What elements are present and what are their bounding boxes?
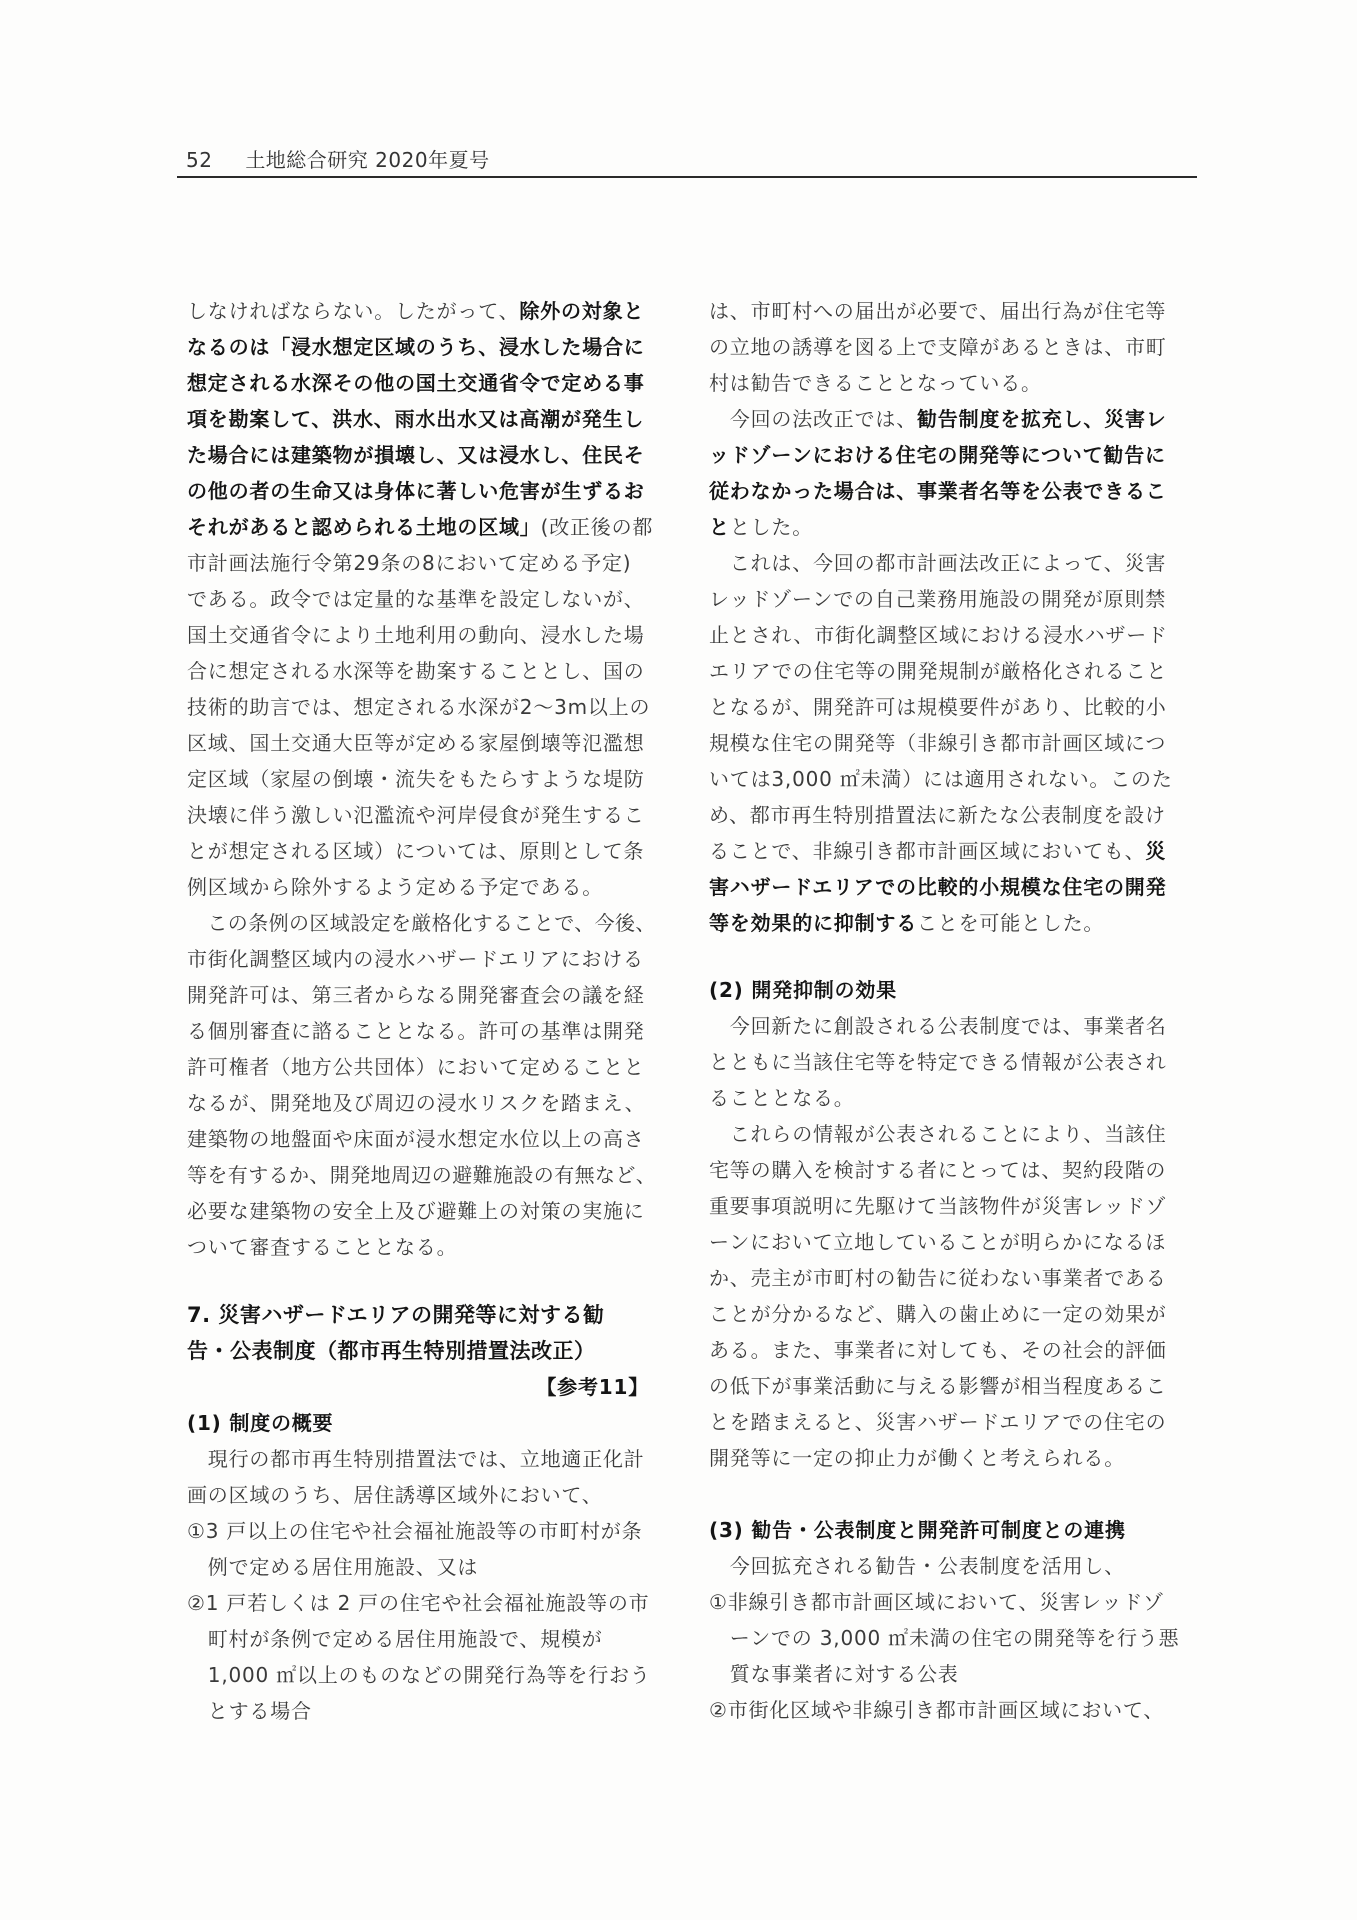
text-line bbox=[709, 473, 1179, 509]
text-line bbox=[187, 1085, 657, 1121]
bold-text: の他の者の生命又は身体に著しい危害が生ずるお bbox=[187, 479, 645, 503]
text-line bbox=[187, 1585, 657, 1621]
text: か、売主が市町村の勧告に従わない事業者である bbox=[709, 1266, 1167, 1290]
journal-title: 土地総合研究 2020年夏号 bbox=[245, 148, 490, 172]
text-line bbox=[187, 761, 657, 797]
text-line bbox=[187, 653, 657, 689]
text-line bbox=[709, 1044, 1179, 1080]
text-line bbox=[709, 1152, 1179, 1188]
text: 重要事項説明に先駆けて当該物件が災害レッドゾ bbox=[709, 1194, 1167, 1218]
text-line bbox=[709, 1620, 1179, 1656]
text: ①3 戸以上の住宅や社会福祉施設等の市町村が条 bbox=[187, 1519, 643, 1543]
text-line bbox=[187, 1229, 657, 1265]
text: レッドゾーンでの自己業務用施設の開発が原則禁 bbox=[709, 587, 1166, 611]
bold-text: それがあると認められる土地の区域」 bbox=[187, 515, 541, 539]
text-line bbox=[187, 725, 657, 761]
text: 止とされ、市街化調整区域における浸水ハザード bbox=[709, 623, 1168, 647]
text: とする場合 bbox=[187, 1699, 312, 1723]
text-line bbox=[709, 293, 1179, 329]
section-title-line: 告・公表制度（都市再生特別措置法改正） bbox=[187, 1339, 596, 1363]
text: ②1 戸若しくは 2 戸の住宅や社会福祉施設等の市 bbox=[187, 1591, 650, 1615]
text: 規模な住宅の開発等（非線引き都市計画区域につ bbox=[709, 731, 1167, 755]
text-line bbox=[709, 1008, 1179, 1044]
text-line bbox=[187, 1441, 657, 1477]
text: 今回の法改正では、 bbox=[709, 407, 917, 431]
text: ある。また、事業者に対しても、その社会的評価 bbox=[709, 1338, 1167, 1362]
text: 国土交通省令により土地利用の動向、浸水した場 bbox=[187, 623, 645, 647]
page-number: 52 bbox=[186, 148, 213, 172]
bold-text: と bbox=[709, 515, 730, 539]
text-line bbox=[187, 1013, 657, 1049]
text-line bbox=[709, 1440, 1179, 1476]
text-line bbox=[187, 401, 657, 437]
bold-text: なるのは「浸水想定区域のうち、浸水した場合に bbox=[187, 335, 645, 359]
text: いては3,000 ㎡未満）には適用されない。このた bbox=[709, 767, 1173, 791]
subsection-heading: (2) 開発抑制の効果 bbox=[709, 978, 897, 1002]
text-line bbox=[187, 545, 657, 581]
text: である。政令では定量的な基準を設定しないが、 bbox=[187, 587, 645, 611]
text: 1,000 ㎡以上のものなどの開発行為等を行おう bbox=[187, 1663, 651, 1687]
text: め、都市再生特別措置法に新たな公表制度を設け bbox=[709, 803, 1166, 827]
text: 例で定める居住用施設、又は bbox=[187, 1555, 479, 1579]
text-line bbox=[187, 293, 657, 329]
bold-text: 想定される水深その他の国土交通省令で定める事 bbox=[187, 371, 645, 395]
text: とともに当該住宅等を特定できる情報が公表され bbox=[709, 1050, 1167, 1074]
text-line bbox=[187, 1693, 657, 1729]
text-line bbox=[709, 797, 1179, 833]
text-line bbox=[709, 617, 1179, 653]
text: の低下が事業活動に与える影響が相当程度あるこ bbox=[709, 1374, 1167, 1398]
text: 必要な建築物の安全上及び避難上の対策の実施に bbox=[187, 1199, 645, 1223]
text: しなければならない。したがって、 bbox=[187, 299, 520, 323]
section-title-line: 7. 災害ハザードエリアの開発等に対する勧 bbox=[187, 1303, 605, 1327]
text-line bbox=[187, 617, 657, 653]
text: ついて審査することとなる。 bbox=[187, 1235, 458, 1259]
right-column-body bbox=[709, 293, 1179, 941]
bold-text: 項を勘案して、洪水、雨水出水又は高潮が発生し bbox=[187, 407, 645, 431]
text-line bbox=[187, 869, 657, 905]
text: ーンでの 3,000 ㎡未満の住宅の開発等を行う悪 bbox=[709, 1626, 1180, 1650]
text-line bbox=[187, 1621, 657, 1657]
text-line bbox=[187, 977, 657, 1013]
bold-text: 従わなかった場合は、事業者名等を公表できるこ bbox=[709, 479, 1167, 503]
text-line bbox=[709, 1188, 1179, 1224]
text: 許可権者（地方公共団体）において定めることと bbox=[187, 1055, 645, 1079]
text: 市街化調整区域内の浸水ハザードエリアにおける bbox=[187, 947, 644, 971]
text-line bbox=[187, 905, 657, 941]
subsection-heading: (3) 勧告・公表制度と開発許可制度との連携 bbox=[709, 1518, 1126, 1542]
subsection-2 bbox=[709, 972, 1179, 1476]
text: 開発等に一定の抑止力が働くと考えられる。 bbox=[709, 1446, 1125, 1470]
text: この条例の区域設定を厳格化することで、今後、 bbox=[187, 911, 656, 935]
text-line bbox=[187, 1477, 657, 1513]
text: ることで、非線引き都市計画区域においても、 bbox=[709, 839, 1146, 863]
text-line bbox=[187, 329, 657, 365]
text: 定区域（家屋の倒壊・流失をもたらすような堤防 bbox=[187, 767, 645, 791]
bold-text: 勧告制度を拡充し、災害レ bbox=[917, 407, 1167, 431]
text-line bbox=[709, 581, 1179, 617]
text: 町村が条例で定める居住用施設で、規模が bbox=[187, 1627, 603, 1651]
text: とが想定される区域）については、原則として条 bbox=[187, 839, 645, 863]
text: 合に想定される水深等を勘案することとし、国の bbox=[187, 659, 645, 683]
text: これらの情報が公表されることにより、当該住 bbox=[709, 1122, 1167, 1146]
text-line bbox=[709, 833, 1179, 869]
running-header bbox=[186, 144, 490, 173]
text: とを踏まえると、災害ハザードエリアでの住宅の bbox=[709, 1410, 1167, 1434]
text-line bbox=[709, 1260, 1179, 1296]
subsection-body bbox=[709, 1548, 1179, 1728]
bold-text: 等を効果的に抑制する bbox=[709, 911, 917, 935]
text: (改正後の都 bbox=[540, 515, 654, 539]
text-line bbox=[709, 869, 1179, 905]
text: ①非線引き都市計画区域において、災害レッドゾ bbox=[709, 1590, 1164, 1614]
bold-text: 災 bbox=[1145, 839, 1167, 863]
text: ことを可能とした。 bbox=[917, 911, 1105, 935]
subsection-body bbox=[187, 1441, 657, 1729]
text-line bbox=[709, 1368, 1179, 1404]
text-line bbox=[187, 1157, 657, 1193]
text-line bbox=[709, 401, 1179, 437]
text-line bbox=[187, 797, 657, 833]
text-line bbox=[187, 1657, 657, 1693]
text: ②市街化区域や非線引き都市計画区域において、 bbox=[709, 1698, 1165, 1722]
text-line bbox=[187, 365, 657, 401]
subsection-heading: (1) 制度の概要 bbox=[187, 1411, 334, 1435]
text-line bbox=[709, 689, 1179, 725]
text: これは、今回の都市計画法改正によって、災害 bbox=[709, 551, 1167, 575]
text: 市計画法施行令第29条の8において定める予定) bbox=[187, 551, 632, 575]
text-line bbox=[709, 653, 1179, 689]
text-line bbox=[187, 1049, 657, 1085]
text: る個別審査に諮ることとなる。許可の基準は開発 bbox=[187, 1019, 645, 1043]
text: なるが、開発地及び周辺の浸水リスクを踏まえ、 bbox=[187, 1091, 646, 1115]
text: 開発許可は、第三者からなる開発審査会の議を経 bbox=[187, 983, 645, 1007]
left-column-body bbox=[187, 293, 657, 1265]
text-line bbox=[709, 761, 1179, 797]
text-line bbox=[709, 1548, 1179, 1584]
text-line bbox=[187, 1549, 657, 1585]
text-line bbox=[709, 1116, 1179, 1152]
reference-tag: 【参考11】 bbox=[536, 1375, 649, 1399]
text-line bbox=[709, 437, 1179, 473]
text: 決壊に伴う激しい氾濫流や河岸侵食が発生するこ bbox=[187, 803, 645, 827]
text: 今回拡充される勧告・公表制度を活用し、 bbox=[709, 1554, 1125, 1578]
bold-text: ッドゾーンにおける住宅の開発等について勧告に bbox=[709, 443, 1166, 467]
subsection-body bbox=[709, 1008, 1179, 1476]
section-7 bbox=[187, 1297, 657, 1729]
text-line bbox=[187, 1193, 657, 1229]
text-line bbox=[709, 725, 1179, 761]
text: は、市町村への届出が必要で、届出行為が住宅等 bbox=[709, 299, 1167, 323]
text: 現行の都市再生特別措置法では、立地適正化計 bbox=[187, 1447, 645, 1471]
text-line bbox=[187, 473, 657, 509]
text: 建築物の地盤面や床面が浸水想定水位以上の高さ bbox=[187, 1127, 645, 1151]
text-line bbox=[709, 1296, 1179, 1332]
text: の立地の誘導を図る上で支障があるときは、市町 bbox=[709, 335, 1167, 359]
text-line bbox=[709, 509, 1179, 545]
text: 例区域から除外するよう定める予定である。 bbox=[187, 875, 603, 899]
bold-text: 害ハザードエリアでの比較的小規模な住宅の開発 bbox=[709, 875, 1167, 899]
text-line bbox=[709, 1692, 1179, 1728]
text: 等を有するか、開発地周辺の避難施設の有無など、 bbox=[187, 1163, 657, 1187]
bold-text: 除外の対象と bbox=[519, 299, 645, 323]
text: となるが、開発許可は規模要件があり、比較的小 bbox=[709, 695, 1167, 719]
text-line bbox=[187, 1513, 657, 1549]
text: 画の区域のうち、居住誘導区域外において、 bbox=[187, 1483, 603, 1507]
text: ーンにおいて立地していることが明らかになるほ bbox=[709, 1230, 1167, 1254]
text-line bbox=[709, 545, 1179, 581]
text-line bbox=[709, 1404, 1179, 1440]
text: ことが分かるなど、購入の歯止めに一定の効果が bbox=[709, 1302, 1167, 1326]
text: 技術的助言では、想定される水深が2～3m以上の bbox=[187, 695, 651, 719]
text-line bbox=[187, 437, 657, 473]
text-line bbox=[187, 941, 657, 977]
text: 区域、国土交通大臣等が定める家屋倒壊等氾濫想 bbox=[187, 731, 645, 755]
text-line bbox=[709, 1656, 1179, 1692]
text: ることとなる。 bbox=[709, 1086, 855, 1110]
text: とした。 bbox=[729, 515, 814, 539]
text-line bbox=[709, 1080, 1179, 1116]
text-line bbox=[187, 689, 657, 725]
text: 今回新たに創設される公表制度では、事業者名 bbox=[709, 1014, 1167, 1038]
bold-text: た場合には建築物が損壊し、又は浸水し、住民そ bbox=[187, 443, 645, 467]
text-line bbox=[709, 1584, 1179, 1620]
text: 宅等の購入を検討する者にとっては、契約段階の bbox=[709, 1158, 1167, 1182]
header-rule bbox=[177, 176, 1197, 178]
text-line bbox=[187, 1121, 657, 1157]
text-line bbox=[709, 1332, 1179, 1368]
text-line bbox=[187, 581, 657, 617]
text: 質な事業者に対する公表 bbox=[709, 1662, 959, 1686]
text-line bbox=[709, 365, 1179, 401]
text-line bbox=[709, 329, 1179, 365]
text: エリアでの住宅等の開発規制が厳格化されること bbox=[709, 659, 1168, 683]
text: 村は勧告できることとなっている。 bbox=[709, 371, 1042, 395]
text-line bbox=[187, 833, 657, 869]
text-line bbox=[709, 1224, 1179, 1260]
text-line bbox=[187, 509, 657, 545]
text-line bbox=[709, 905, 1179, 941]
subsection-3 bbox=[709, 1512, 1179, 1728]
